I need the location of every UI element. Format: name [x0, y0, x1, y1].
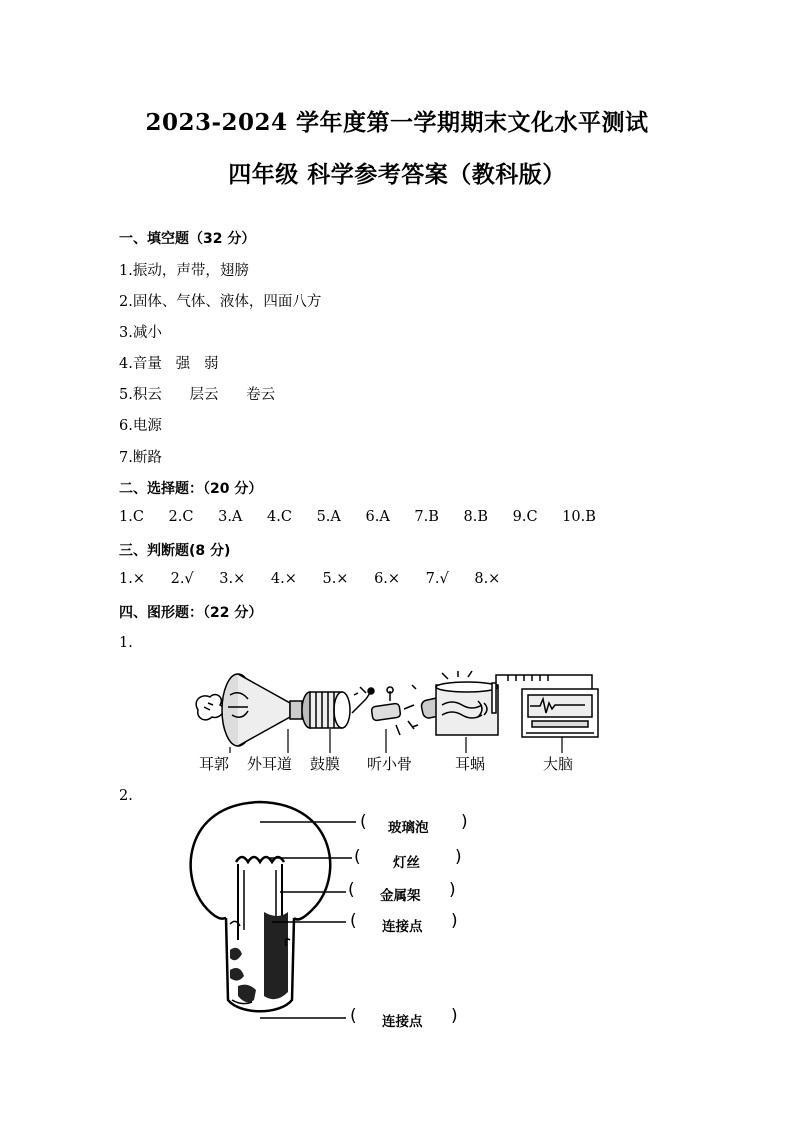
true-false-answers	[119, 571, 521, 587]
choice-answer: 9.C	[512, 509, 538, 525]
ear-label-cochlea: 耳蜗	[455, 755, 486, 773]
question-number: 1.	[119, 635, 133, 651]
ear-label-ossicles: 听小骨	[367, 755, 413, 773]
answer-line: 7.断路	[119, 450, 162, 466]
bracket-open: (	[350, 911, 357, 931]
choice-answer: 6.A	[365, 509, 390, 525]
bracket-open: (	[348, 880, 355, 900]
section-heading-true-false: 三、判断题(8 分)	[119, 543, 231, 559]
bracket-open: (	[354, 847, 361, 867]
choice-answer: 7.B	[414, 509, 439, 525]
tf-answer: 5.×	[322, 571, 349, 587]
bracket-close: )	[461, 812, 468, 832]
tf-answer: 8.×	[474, 571, 501, 587]
bulb-label-metal-frame: 金属架	[380, 888, 421, 904]
ear-label-ear-canal: 外耳道	[247, 755, 293, 773]
page-subtitle: 四年级 科学参考答案（教科版）	[228, 161, 566, 188]
bracket-close: )	[455, 847, 462, 867]
bracket-close: )	[449, 880, 456, 900]
tf-answer: 2.√	[170, 571, 194, 587]
choice-answer: 5.A	[316, 509, 341, 525]
choice-answer: 1.C	[119, 509, 144, 525]
choice-answer: 3.A	[218, 509, 243, 525]
bracket-close: )	[451, 1006, 458, 1026]
answer-line: 1.振动，声带，翅膀	[119, 263, 249, 279]
choice-answer: 2.C	[168, 509, 194, 525]
section-heading-fill-in: 一、填空题（32 分）	[119, 231, 256, 247]
light-bulb-diagram	[180, 800, 360, 1030]
answer-line: 4.音量 强 弱	[119, 356, 219, 372]
answer-line: 5.积云 层云 卷云	[119, 387, 276, 403]
tf-answer: 1.×	[119, 571, 145, 587]
section-heading-diagram: 四、图形题：（22 分）	[119, 605, 263, 621]
bulb-label-filament: 灯丝	[393, 855, 420, 871]
choice-answers	[119, 509, 616, 525]
section-heading-choice: 二、选择题：（20 分）	[119, 481, 263, 497]
answer-line: 3.减小	[119, 325, 162, 341]
bulb-label-contact-point-side: 连接点	[382, 919, 423, 935]
bracket-open: (	[350, 1006, 357, 1026]
ear-label-eardrum: 鼓膜	[310, 755, 341, 773]
question-number: 2.	[119, 788, 133, 804]
answer-line: 6.电源	[119, 418, 162, 434]
bulb-label-glass-bulb: 玻璃泡	[388, 820, 429, 836]
ear-label-auricle: 耳郭	[199, 755, 230, 773]
page-title: 2023-2024 学年度第一学期期末文化水平测试	[145, 109, 649, 136]
bracket-close: )	[451, 911, 458, 931]
choice-answer: 10.B	[562, 509, 596, 525]
bracket-open: (	[360, 812, 367, 832]
tf-answer: 6.×	[374, 571, 401, 587]
choice-answer: 4.C	[267, 509, 292, 525]
answer-line: 2.固体、气体、液体，四面八方	[119, 294, 322, 310]
tf-answer: 7.√	[425, 571, 449, 587]
choice-answer: 8.B	[463, 509, 489, 525]
hearing-pathway-diagram	[190, 665, 610, 755]
tf-answer: 4.×	[270, 571, 297, 587]
bulb-label-contact-point-bottom: 连接点	[382, 1014, 423, 1030]
ear-label-brain: 大脑	[543, 755, 574, 773]
tf-answer: 3.×	[219, 571, 246, 587]
